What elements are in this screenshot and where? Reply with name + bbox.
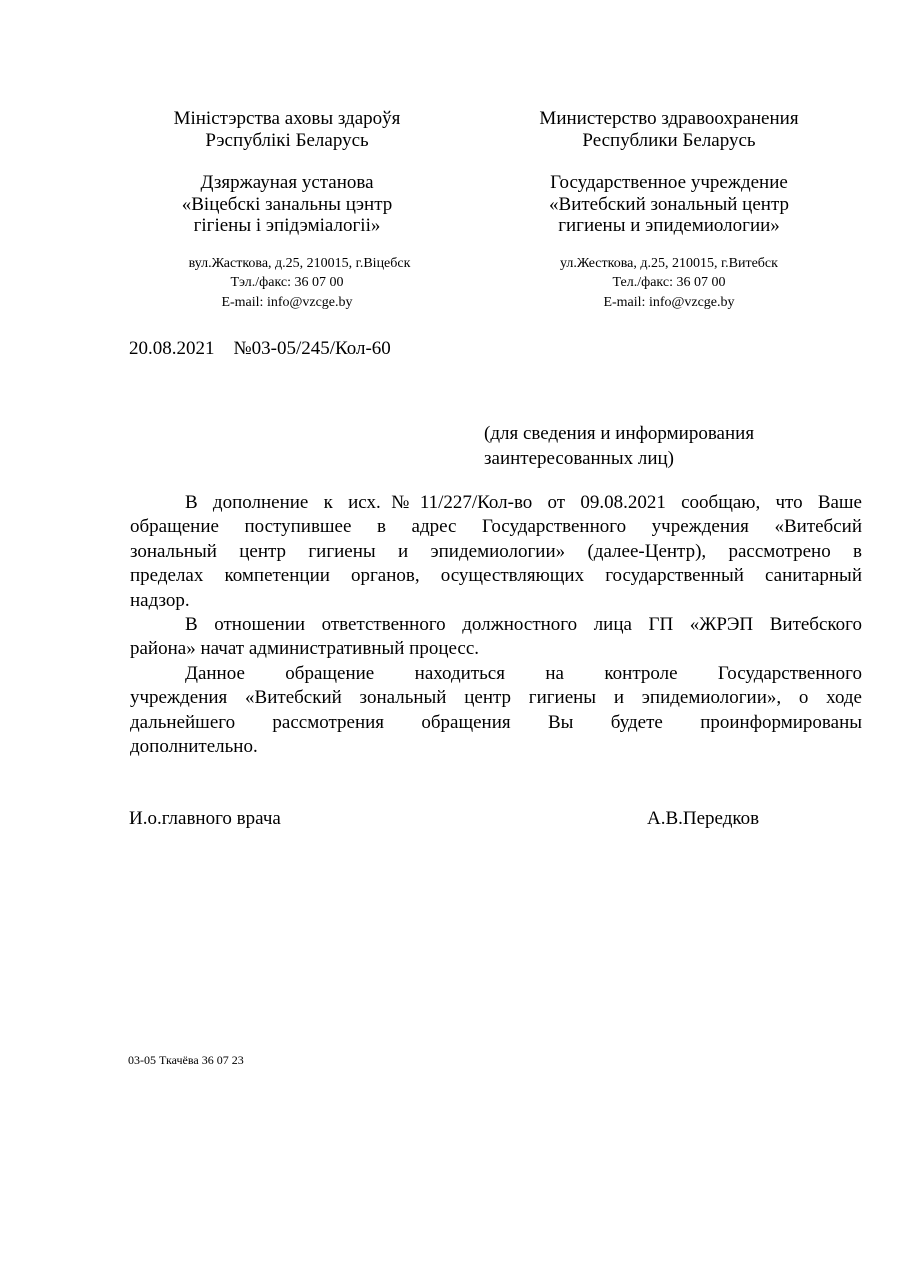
addressee-line: заинтересованных лиц) <box>484 448 674 469</box>
email: E-mail: info@vzcge.by <box>603 294 735 310</box>
paragraph <box>130 613 862 662</box>
ministry-line: Рэспублікі Беларусь <box>205 129 369 151</box>
paragraph-line: надзор. <box>130 589 190 611</box>
signature-position: И.о.главного врача <box>129 808 281 829</box>
address: ул.Жесткова, д.25, 210015, г.Витебск <box>560 255 778 271</box>
reference-line <box>129 338 391 360</box>
letter-body <box>130 491 862 759</box>
header-right-russian <box>479 108 859 312</box>
paragraph-line: учреждения «Витебский зональный центр гигиены и эпидемиологии», о ходе <box>130 687 862 709</box>
reference-date: 20.08.2021 <box>129 338 215 359</box>
paragraph-line: В отношении ответственного должностного лица ГП «ЖРЭП Витебского <box>185 613 862 635</box>
addressee-line: (для сведения и информирования <box>484 423 755 444</box>
institution-line: гигиены и эпидемиологии» <box>558 215 780 236</box>
institution-line: Дзяржауная установа <box>200 172 374 193</box>
institution-line: «Віцебскі занальны цэнтр <box>181 193 393 215</box>
reference-number: №03-05/245/Кол-60 <box>233 338 391 359</box>
paragraph-line: В дополнение к исх.№11/227/Кол-во от 09.08.2021 сообщаю, что Ваше <box>185 492 862 513</box>
address: вул.Жасткова, д.25, 210015, г.Віцебск <box>188 255 411 271</box>
ministry-line: Республики Беларусь <box>582 129 756 151</box>
signature-name: А.В.Передков <box>647 808 760 829</box>
ministry-line: Міністэрства аховы здароўя <box>173 108 401 129</box>
paragraph-line: зональный центр гигиены и эпидемиологии» (далее-Центр), рассмотрено в <box>130 540 862 562</box>
paragraph-line: обращение поступившее в адрес Государственного учреждения «Витебсий <box>130 516 862 538</box>
phone: Тел./факс: 36 07 00 <box>612 275 726 290</box>
email: E-mail: info@vzcge.by <box>221 294 353 310</box>
institution-line: Государственное учреждение <box>550 172 788 193</box>
paragraph-line: пределах компетенции органов, осуществляющих государственный санитарный <box>130 565 862 587</box>
institution-line: «Витебский зональный центр <box>549 193 789 215</box>
paragraph <box>130 662 862 760</box>
paragraph <box>130 491 862 613</box>
paragraph-line: Данное обращение находиться на контроле Государственного <box>185 662 862 684</box>
addressee <box>484 421 754 471</box>
paragraph-line: дополнительно. <box>130 735 258 757</box>
institution-line: гігіены і эпідэміалогіі» <box>193 215 381 236</box>
phone: Тэл./факс: 36 07 00 <box>230 275 344 290</box>
paragraph-line: дальнейшего рассмотрения обращения Вы будете проинформированы <box>130 711 862 733</box>
header-left-belarusian <box>97 108 477 312</box>
footer-executor: 03-05 Ткачёва 36 07 23 <box>128 1053 244 1067</box>
ministry-line: Министерство здравоохранения <box>539 108 799 129</box>
paragraph-line: района» начат административный процесс. <box>130 638 480 660</box>
